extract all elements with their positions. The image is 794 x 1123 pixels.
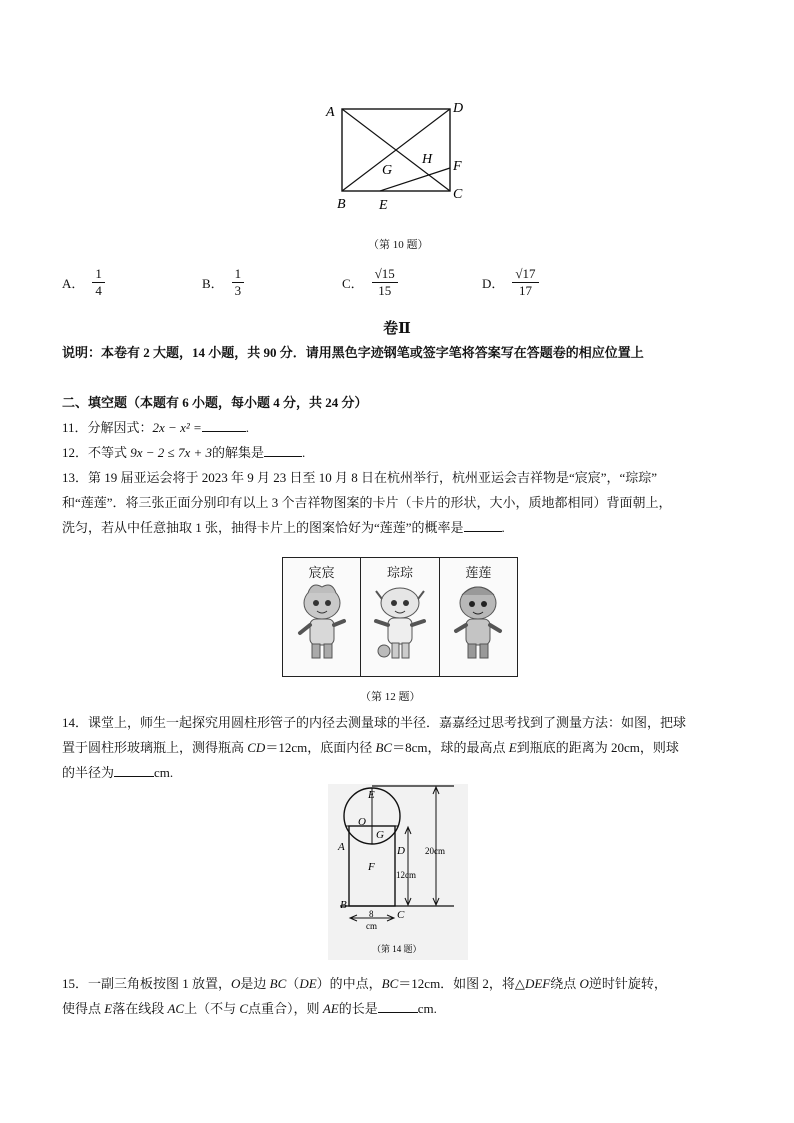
q13-line-3 (62, 515, 742, 540)
q15-c: C (239, 1001, 249, 1016)
q14-bc: BC (375, 740, 393, 755)
option-d-letter: D． (482, 276, 505, 291)
option-c-denominator: 15 (378, 283, 392, 298)
label-h: H (422, 152, 433, 167)
option-d-denominator: 17 (518, 283, 532, 298)
q15-line-1-part-5: ＝12cm．如图 2，将△ (398, 976, 525, 991)
mascot-congcong-icon (370, 581, 430, 665)
q11-answer-blank[interactable] (202, 417, 246, 432)
figure-12-mascot-cards (282, 557, 518, 677)
q15-line-2-part-2: 落在线段 (112, 1001, 168, 1016)
q15-line-1-part-4: ）的中点， (316, 976, 382, 991)
q14-line-1: 14．课堂上，师生一起探究用圆柱形管子的内径去测量球的半径．嘉嘉经过思考找到了测量方法：如图，把球 (62, 715, 687, 730)
question-12 (62, 440, 742, 465)
q15-line-1-part-2: 是边 (240, 976, 270, 991)
label-g: G (376, 829, 384, 841)
q14-e: E (508, 740, 517, 755)
card-chenchen-label: 宸宸 (308, 566, 335, 581)
card-lianlian-label: 莲莲 (465, 566, 492, 581)
option-b-numerator: 1 (232, 266, 245, 283)
q12-answer-blank[interactable] (264, 442, 302, 457)
q14-answer-blank[interactable] (114, 762, 154, 777)
q13-line-1: 13．第 19 届亚运会将于 2023 年 9 月 23 日至 10 月 8 日在杭州举行，杭州亚运会吉祥物是“宸宸”，“琮琮” (62, 470, 658, 485)
option-c[interactable] (342, 266, 398, 299)
option-a-fraction (92, 266, 105, 299)
q15-line-2-part-6: cm. (417, 1001, 437, 1016)
q15-e: E (104, 1001, 113, 1016)
q14-line-3-part-2: cm. (154, 765, 174, 780)
label-o: O (358, 816, 366, 828)
label-e: E (379, 198, 388, 213)
option-a[interactable] (62, 266, 105, 299)
label-f: F (368, 861, 375, 873)
q11-prefix: 11．分解因式： (62, 420, 153, 435)
q12-inequality: 9x − 2 ≤ 7x + 3 (130, 445, 212, 460)
q13-line-3-text: 洗匀，若从中任意抽取 1 张，抽得卡片上的图案恰好为“莲莲”的概率是 (62, 520, 464, 535)
card-lianlian (440, 558, 517, 676)
figure-14-caption: （第 14 题） (372, 944, 422, 954)
q13-answer-blank[interactable] (464, 517, 502, 532)
q14-line-3-part-1: 的半径为 (62, 765, 115, 780)
dim-label-20cm: 20cm (425, 846, 445, 856)
q15-bc: BC (269, 976, 287, 991)
q15-line-1-part-7: 逆时针旋转， (588, 976, 667, 991)
figure-10-caption: （第 10 题） (368, 239, 429, 251)
q15-o-2: O (579, 976, 589, 991)
question-14 (62, 710, 742, 785)
card-chenchen (283, 558, 361, 676)
label-c: C (453, 187, 463, 202)
q14-line-2 (62, 735, 742, 760)
label-b: B (340, 899, 347, 911)
option-a-denominator: 4 (95, 283, 102, 298)
figure-10-rectangle (320, 92, 480, 218)
question-11 (62, 415, 742, 440)
q15-ac: AC (167, 1001, 185, 1016)
option-b-letter: B． (202, 276, 224, 291)
option-d[interactable] (482, 266, 539, 299)
q14-line-2-part-3: ＝8cm，球的最高点 (392, 740, 509, 755)
card-congcong-label: 琮琮 (386, 566, 413, 581)
q15-o: O (231, 976, 241, 991)
q14-line-2-part-1: 置于圆柱形玻璃瓶上，测得瓶高 (62, 740, 248, 755)
q11-suffix: . (245, 420, 250, 435)
label-d: D (453, 101, 464, 116)
q15-line-1-part-1: 15．一副三角板按图 1 放置， (62, 976, 232, 991)
q12-prefix: 12．不等式 (62, 445, 131, 460)
q11-expression: 2x − x² = (152, 420, 202, 435)
label-f: F (453, 159, 462, 174)
figure-12-caption: （第 12 题） (360, 691, 421, 703)
q15-line-2-part-4: 点重合），则 (248, 1001, 323, 1016)
figure-14-ball-on-cylinder (328, 784, 468, 960)
option-c-numerator: √15 (372, 266, 398, 283)
q15-ae: AE (322, 1001, 339, 1016)
q13-line-2: 和“莲莲”．将三张正面分别印有以上 3 个吉祥物图案的卡片（卡片的形状，大小，质地都相同）背面朝上， (62, 495, 672, 510)
instructions: 说明：本卷有 2 大题，14 小题，共 90 分．请用黑色字迹钢笔或签字笔将答案写在答题卷的相应位置上 (62, 345, 644, 360)
q15-def: DEF (524, 976, 551, 991)
mascot-lianlian-icon (448, 581, 508, 665)
option-b-denominator: 3 (234, 283, 242, 298)
mascot-chenchen-icon (292, 581, 352, 665)
q15-line-2-part-1: 使得点 (62, 1001, 105, 1016)
label-e: E (368, 789, 375, 801)
dim-label-8: 8 (369, 909, 374, 919)
section-title: 卷Ⅱ (383, 321, 411, 337)
q14-line-2-part-2: ＝12cm，底面内径 (265, 740, 376, 755)
q15-line-1-part-6: 绕点 (550, 976, 580, 991)
q14-line-2-part-4: 到瓶底的距离为 20cm，则球 (516, 740, 679, 755)
q15-line-2-part-5: 的长是 (338, 1001, 378, 1016)
question-13 (62, 465, 742, 540)
part2-heading: 二、填空题（本题有 6 小题，每小题 4 分，共 24 分） (62, 395, 368, 410)
q15-de: DE (299, 976, 317, 991)
question-15 (62, 971, 742, 1021)
dim-label-12cm: 12cm (396, 870, 416, 880)
option-d-fraction (512, 266, 538, 299)
q14-line-3 (62, 760, 742, 785)
option-d-numerator: √17 (512, 266, 538, 283)
q12-end: . (302, 445, 306, 460)
option-b-fraction (232, 266, 245, 299)
option-c-fraction (372, 266, 398, 299)
label-c: C (397, 909, 405, 921)
option-c-letter: C． (342, 276, 364, 291)
option-a-numerator: 1 (92, 266, 105, 283)
q15-line-1-part-3: （ (286, 976, 300, 991)
q13-end: . (501, 520, 505, 535)
q15-answer-blank[interactable] (378, 998, 418, 1013)
label-b: B (337, 197, 346, 212)
option-a-letter: A． (62, 276, 85, 291)
q15-line-2 (62, 996, 742, 1021)
q15-bc-2: BC (381, 976, 399, 991)
label-d: D (397, 845, 405, 857)
label-a: A (338, 841, 345, 853)
q14-cd: CD (247, 740, 266, 755)
card-congcong (361, 558, 439, 676)
label-g: G (382, 163, 393, 178)
q15-line-1 (62, 971, 742, 996)
dim-label-cm: cm (366, 921, 377, 931)
q12-suffix: 的解集是 (212, 445, 265, 460)
option-b[interactable] (202, 266, 244, 299)
label-a: A (326, 105, 335, 120)
q15-line-2-part-3: 上（不与 (184, 1001, 240, 1016)
